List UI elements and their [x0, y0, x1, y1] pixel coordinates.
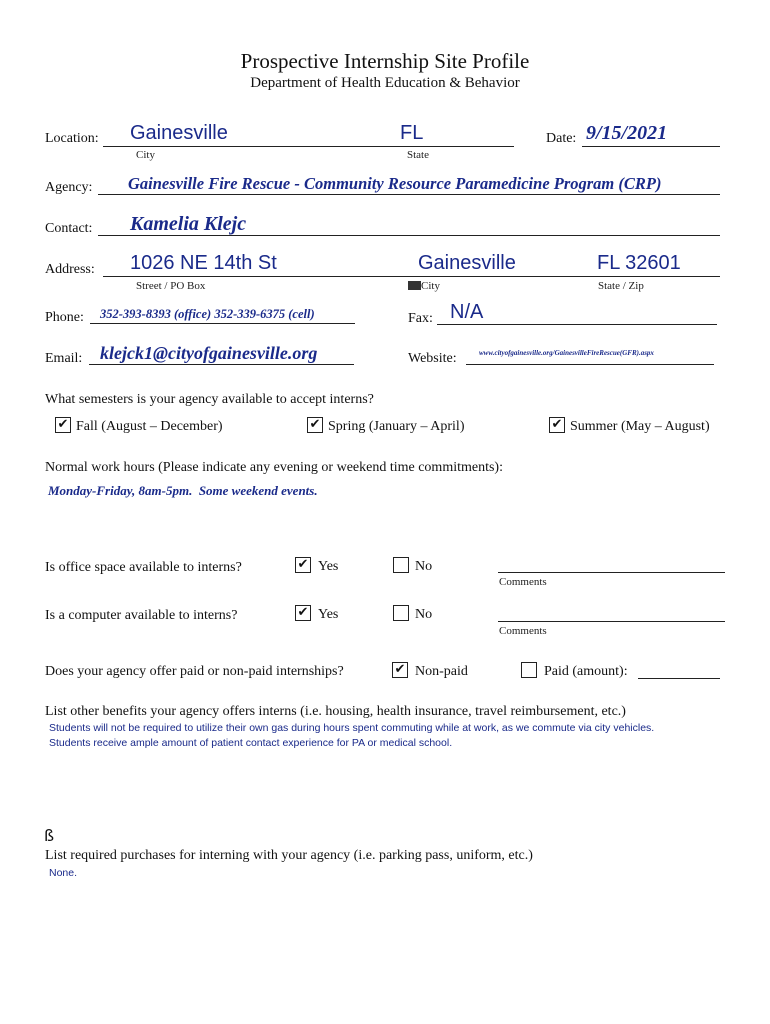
paid-label: Paid (amount): [544, 664, 628, 679]
email-value[interactable]: klejck1@cityofgainesville.org [100, 343, 318, 363]
purchases-question: List required purchases for interning with your agency (i.e. parking pass, uniform, etc.) [45, 848, 533, 863]
address-statezip-caption: State / Zip [598, 280, 644, 292]
computer-comments-line[interactable] [498, 621, 725, 622]
purchases-answer[interactable]: None. [49, 867, 78, 879]
summer-checkbox[interactable]: ✔ [549, 417, 565, 433]
date-line [582, 146, 720, 147]
address-line [103, 276, 720, 277]
fall-checkbox[interactable]: ✔ [55, 417, 71, 433]
hours-question: Normal work hours (Please indicate any evening or weekend time commitments): [45, 460, 503, 475]
benefits-question: List other benefits your agency offers interns (i.e. housing, health insurance, travel reimbursement, etc.) [45, 704, 626, 719]
computer-yes-checkbox[interactable]: ✔ [295, 605, 311, 621]
paid-checkbox[interactable] [521, 662, 537, 678]
location-city-caption: City [136, 149, 155, 161]
website-value[interactable]: www.cityofgainesville.org/GainesvilleFireRescue(GFR).aspx [479, 349, 654, 357]
email-label: Email: [45, 351, 83, 366]
email-line [89, 364, 354, 365]
agency-value[interactable]: Gainesville Fire Rescue - Community Resource Paramedicine Program (CRP) [128, 174, 662, 193]
location-state-caption: State [407, 149, 429, 161]
benefits-line-1[interactable]: Students will not be required to utilize their own gas during hours spent commuting while at work, as we commute via city vehicles. [49, 722, 655, 734]
contact-label: Contact: [45, 221, 93, 236]
office-space-question: Is office space available to interns? [45, 560, 242, 575]
location-label: Location: [45, 131, 99, 146]
office-yes-checkbox[interactable]: ✔ [295, 557, 311, 573]
fall-label: Fall (August – December) [76, 419, 223, 434]
address-label: Address: [45, 262, 95, 277]
address-city-value[interactable]: Gainesville [418, 252, 516, 274]
computer-no-label: No [415, 607, 433, 622]
office-comments-caption: Comments [499, 576, 547, 588]
benefits-line-2[interactable]: Students receive ample amount of patient contact experience for PA or medical school. [49, 737, 453, 749]
office-comments-line[interactable] [498, 572, 725, 573]
spring-label: Spring (January – April) [328, 419, 465, 434]
nonpaid-checkbox[interactable]: ✔ [392, 662, 408, 678]
paid-question: Does your agency offer paid or non-paid internships? [45, 664, 344, 679]
form-title: Prospective Internship Site Profile [240, 49, 530, 73]
office-no-checkbox[interactable] [393, 557, 409, 573]
nonpaid-label: Non-paid [415, 664, 468, 679]
summer-label: Summer (May – August) [570, 419, 710, 434]
semesters-question: What semesters is your agency available to accept interns? [45, 392, 374, 407]
website-line [466, 364, 714, 365]
date-value[interactable]: 9/15/2021 [586, 122, 668, 144]
computer-question: Is a computer available to interns? [45, 608, 238, 623]
computer-comments-caption: Comments [499, 625, 547, 637]
agency-label: Agency: [45, 180, 93, 195]
computer-no-checkbox[interactable] [393, 605, 409, 621]
office-no-label: No [415, 559, 433, 574]
date-label: Date: [546, 131, 577, 146]
hours-answer[interactable]: Monday-Friday, 8am-5pm. Some weekend events. [48, 483, 318, 498]
fax-label: Fax: [408, 311, 433, 326]
phone-label: Phone: [45, 310, 84, 325]
paid-amount-line[interactable] [638, 678, 720, 679]
address-statezip-value[interactable]: FL 32601 [597, 252, 681, 274]
contact-value[interactable]: Kamelia Klejc [130, 213, 247, 235]
website-label: Website: [408, 351, 457, 366]
fax-line [437, 324, 717, 325]
phone-value[interactable]: 352-393-8393 (office) 352-339-6375 (cell) [100, 307, 315, 321]
agency-line [98, 194, 720, 195]
address-city-caption: City [421, 280, 440, 292]
spring-checkbox[interactable]: ✔ [307, 417, 323, 433]
office-yes-label: Yes [318, 559, 339, 574]
address-street-caption: Street / PO Box [136, 280, 206, 292]
phone-line [90, 323, 355, 324]
address-street-value[interactable]: 1026 NE 14th St [130, 252, 277, 274]
location-state-value[interactable]: FL [400, 122, 424, 144]
fax-value[interactable]: N/A [450, 301, 484, 323]
location-city-value[interactable]: Gainesville [130, 122, 228, 144]
stray-mark: ß [44, 826, 55, 845]
form-subtitle: Department of Health Education & Behavior [250, 75, 520, 91]
computer-yes-label: Yes [318, 607, 339, 622]
garbled-mark [408, 281, 421, 290]
location-line [103, 146, 514, 147]
